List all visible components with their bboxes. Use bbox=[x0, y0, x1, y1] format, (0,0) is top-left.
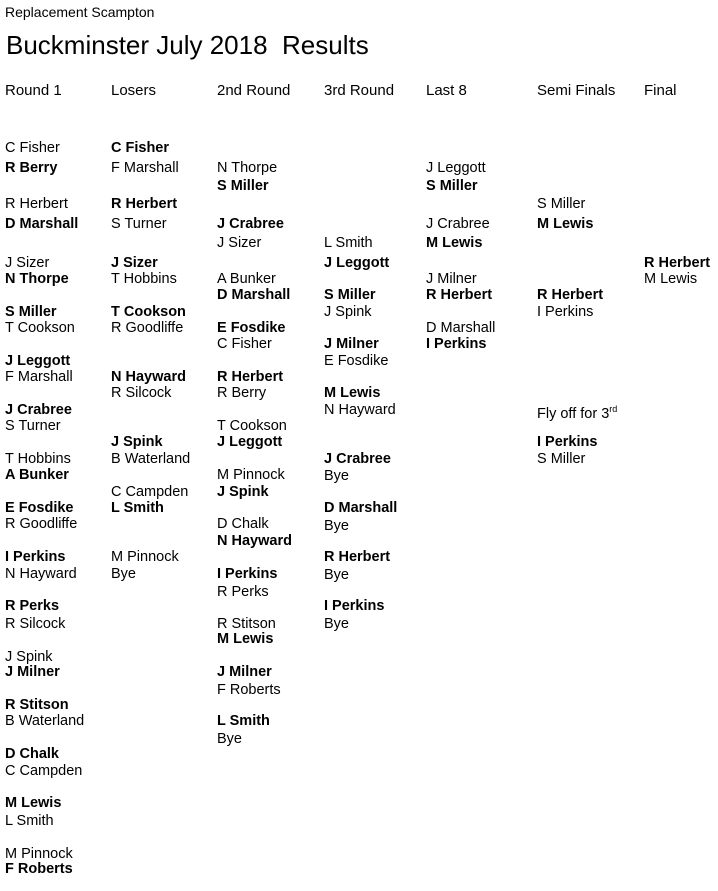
playoff-note bbox=[537, 400, 617, 423]
round2-player: I Perkins bbox=[217, 566, 278, 582]
final-player: R Herbert bbox=[644, 255, 711, 271]
round2-player: R Herbert bbox=[217, 369, 284, 385]
round3-player: L Smith bbox=[324, 235, 373, 251]
round1-player: J Milner bbox=[5, 664, 60, 680]
round2-player: J Crabree bbox=[217, 216, 284, 232]
round1-player: M Pinnock bbox=[5, 846, 73, 862]
last8-player: S Miller bbox=[426, 178, 478, 194]
round1-player: R Stitson bbox=[5, 697, 69, 713]
round3-player: Bye bbox=[324, 616, 349, 632]
round2-player: M Pinnock bbox=[217, 467, 285, 483]
round1-player: M Lewis bbox=[5, 795, 62, 811]
round3-player: E Fosdike bbox=[324, 353, 389, 369]
round3-player: Bye bbox=[324, 567, 349, 583]
round3-player: N Hayward bbox=[324, 402, 396, 418]
round2-player: J Spink bbox=[217, 484, 269, 500]
round2-player: N Hayward bbox=[217, 533, 292, 549]
round1-player: A Bunker bbox=[5, 467, 69, 483]
round1-player: R Goodliffe bbox=[5, 516, 78, 532]
round2-player: R Perks bbox=[217, 584, 269, 600]
losers-player: F Marshall bbox=[111, 160, 179, 176]
last8-player: I Perkins bbox=[426, 336, 487, 352]
losers-player: J Sizer bbox=[111, 255, 158, 271]
round1-player: B Waterland bbox=[5, 713, 85, 729]
round1-player: S Miller bbox=[5, 304, 57, 320]
round3-player: Bye bbox=[324, 468, 349, 484]
losers-player: R Goodliffe bbox=[111, 320, 184, 336]
column-header-semi-finals: Semi Finals bbox=[537, 82, 616, 99]
losers-player: T Hobbins bbox=[111, 271, 177, 287]
round3-player: J Spink bbox=[324, 304, 372, 320]
losers-player: R Herbert bbox=[111, 196, 178, 212]
page-title: Buckminster July 2018 Results bbox=[6, 30, 369, 60]
round1-player: S Turner bbox=[5, 418, 61, 434]
round1-player: C Fisher bbox=[5, 140, 60, 156]
last8-player: J Crabree bbox=[426, 216, 490, 232]
round1-player: I Perkins bbox=[5, 549, 66, 565]
round1-player: D Marshall bbox=[5, 216, 79, 232]
round2-player: J Sizer bbox=[217, 235, 262, 251]
round2-player: R Stitson bbox=[217, 616, 276, 632]
round2-player: L Smith bbox=[217, 713, 270, 729]
losers-player: C Fisher bbox=[111, 140, 170, 156]
round1-player: F Roberts bbox=[5, 861, 73, 877]
round2-player: T Cookson bbox=[217, 418, 287, 434]
losers-player: Bye bbox=[111, 566, 136, 582]
round3-player: M Lewis bbox=[324, 385, 381, 401]
losers-player: C Campden bbox=[111, 484, 189, 500]
round3-player: D Marshall bbox=[324, 500, 398, 516]
playoff-player: I Perkins bbox=[537, 434, 598, 450]
column-header-2nd-round: 2nd Round bbox=[217, 82, 291, 99]
round3-player: I Perkins bbox=[324, 598, 385, 614]
last8-player: R Herbert bbox=[426, 287, 493, 303]
round2-player: E Fosdike bbox=[217, 320, 286, 336]
round2-player: J Leggott bbox=[217, 434, 283, 450]
losers-player: L Smith bbox=[111, 500, 164, 516]
round2-player: J Milner bbox=[217, 664, 272, 680]
round1-player: N Hayward bbox=[5, 566, 77, 582]
semi-player: S Miller bbox=[537, 196, 586, 212]
column-header-3rd-round: 3rd Round bbox=[324, 82, 395, 99]
round1-player: J Sizer bbox=[5, 255, 50, 271]
semi-player: M Lewis bbox=[537, 216, 594, 232]
losers-player: N Hayward bbox=[111, 369, 186, 385]
round1-player: L Smith bbox=[5, 813, 54, 829]
final-player: M Lewis bbox=[644, 271, 698, 287]
playoff-note-suffix: rd bbox=[609, 404, 618, 414]
column-header-round-1: Round 1 bbox=[5, 82, 62, 99]
round1-player: T Cookson bbox=[5, 320, 75, 336]
round2-player: N Thorpe bbox=[217, 160, 278, 176]
round3-player: Bye bbox=[324, 518, 349, 534]
round1-player: E Fosdike bbox=[5, 500, 74, 516]
page-subtitle: Replacement Scampton bbox=[5, 4, 155, 20]
semi-player: R Herbert bbox=[537, 287, 604, 303]
round3-player: S Miller bbox=[324, 287, 376, 303]
round1-player: J Crabree bbox=[5, 402, 72, 418]
round1-player: F Marshall bbox=[5, 369, 73, 385]
column-header-last-8: Last 8 bbox=[426, 82, 467, 99]
round3-player: J Milner bbox=[324, 336, 379, 352]
round2-player: C Fisher bbox=[217, 336, 272, 352]
semi-player: I Perkins bbox=[537, 304, 594, 320]
round2-player: R Berry bbox=[217, 385, 267, 401]
round2-player: F Roberts bbox=[217, 682, 281, 698]
losers-player: R Silcock bbox=[111, 385, 172, 401]
round2-player: S Miller bbox=[217, 178, 269, 194]
losers-player: B Waterland bbox=[111, 451, 191, 467]
playoff-note-text: Fly off for 3 bbox=[537, 405, 610, 422]
round1-player: R Herbert bbox=[5, 196, 68, 212]
column-header-losers: Losers bbox=[111, 82, 157, 99]
round3-player: J Leggott bbox=[324, 255, 390, 271]
round1-player: J Leggott bbox=[5, 353, 71, 369]
playoff-player: S Miller bbox=[537, 451, 586, 467]
round2-player: D Chalk bbox=[217, 516, 269, 532]
last8-player: D Marshall bbox=[426, 320, 496, 336]
round1-player: T Hobbins bbox=[5, 451, 71, 467]
round2-player: Bye bbox=[217, 731, 242, 747]
round1-player: N Thorpe bbox=[5, 271, 69, 287]
round1-player: R Berry bbox=[5, 160, 58, 176]
round1-player: R Perks bbox=[5, 598, 60, 614]
round2-player: M Lewis bbox=[217, 631, 274, 647]
losers-player: J Spink bbox=[111, 434, 163, 450]
round1-player: C Campden bbox=[5, 763, 83, 779]
round2-player: A Bunker bbox=[217, 271, 276, 287]
last8-player: J Milner bbox=[426, 271, 477, 287]
round1-player: R Silcock bbox=[5, 616, 66, 632]
round1-player: J Spink bbox=[5, 649, 53, 665]
round3-player: J Crabree bbox=[324, 451, 391, 467]
losers-player: M Pinnock bbox=[111, 549, 179, 565]
round3-player: R Herbert bbox=[324, 549, 391, 565]
last8-player: J Leggott bbox=[426, 160, 486, 176]
last8-player: M Lewis bbox=[426, 235, 483, 251]
losers-player: T Cookson bbox=[111, 304, 186, 320]
round1-player: D Chalk bbox=[5, 746, 59, 762]
losers-player: S Turner bbox=[111, 216, 167, 232]
round2-player: D Marshall bbox=[217, 287, 291, 303]
column-header-final: Final bbox=[644, 82, 677, 99]
